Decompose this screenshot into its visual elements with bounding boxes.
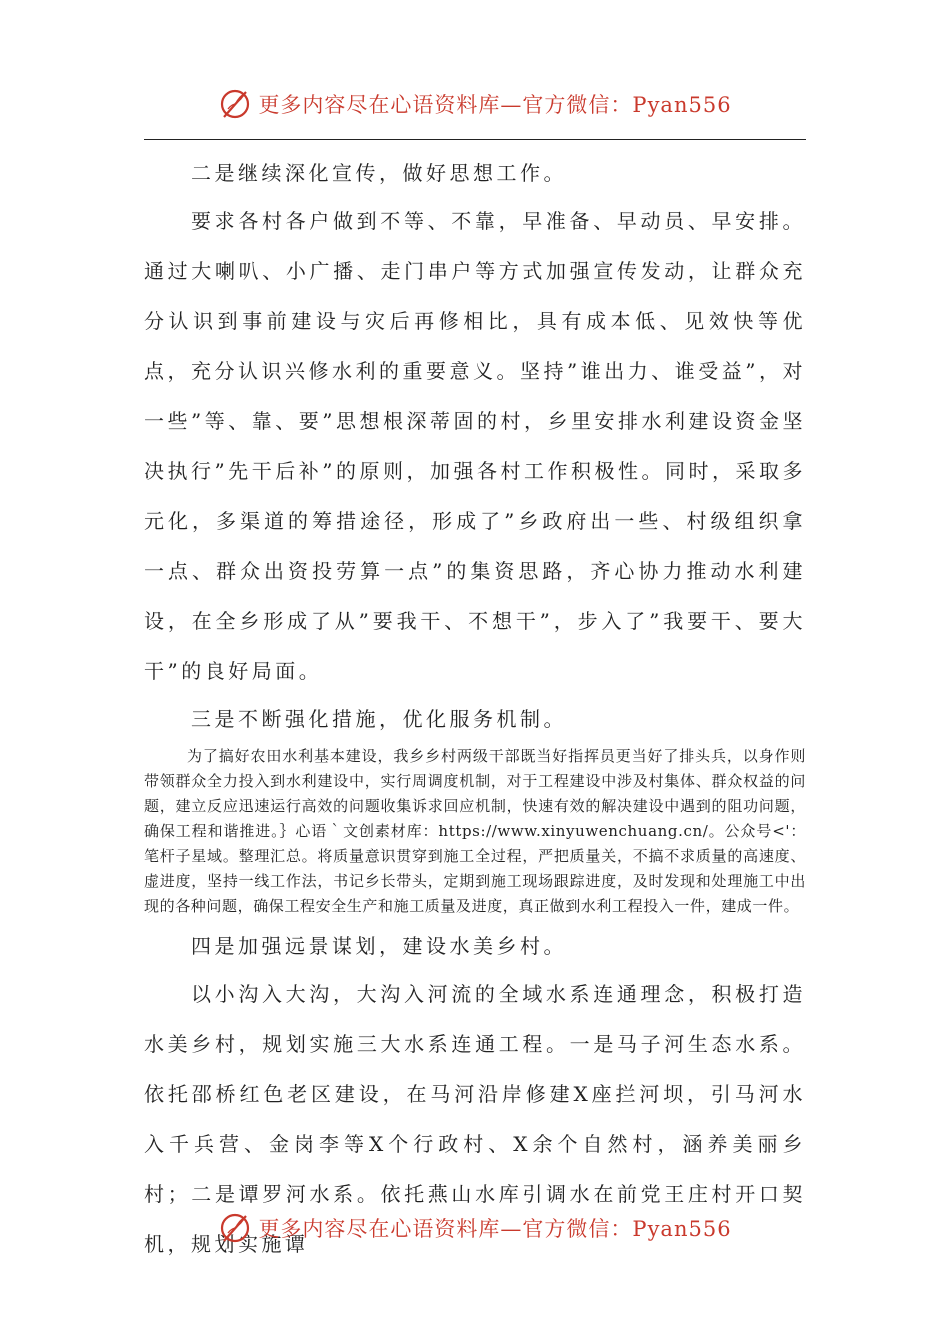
header-divider — [144, 139, 806, 140]
quill-logo-icon — [218, 87, 252, 121]
body-paragraph: 以小沟入大沟，大沟入河流的全域水系连通理念，积极打造水美乡村，规划实施三大水系连通工程。一是马子河生态水系。依托邵桥红色老区建设，在马河沿岸修建X座拦河坝，引马河水入千兵营、金岗李等X个行政村、X余个自然村，涵养美丽乡村；二是谭罗河水系。依托燕山水库引调水在前党王庄村开口契机，规划实施谭 — [144, 982, 806, 1256]
document-body — [144, 150, 806, 1269]
body-paragraph: 要求各村各户做到不等、不靠，早准备、早动员、早安排。通过大喇叭、小广播、走门串户等方式加强宣传发动，让群众充分认识到事前建设与灾后再修相比，具有成本低、见效快等优点，充分认识兴修水利的重要意义。坚持”谁出力、谁受益”，对一些”等、靠、要”思想根深蒂固的村，乡里安排水利建设资金坚决执行”先干后补”的原则，加强各村工作积极性。同时，采取多元化，多渠道的筹措途径，形成了”乡政府出一些、村级组织拿一点、群众出资投劳算一点”的集资思路，齐心协力推动水利建设，在全乡形成了从”要我干、不想干”，步入了”我要干、要大干”的良好局面。 — [144, 209, 806, 683]
body-paragraph-small: 为了搞好农田水利基本建设，我乡乡村两级干部既当好指挥员更当好了排头兵，以身作则带领群众全力投入到水利建设中，实行周调度机制，对于工程建设中涉及村集体、群众权益的问题，建立反应迅速运行高效的问题收集诉求回应机制，快速有效的解决建设中遇到的阻功问题，确保工程和谐推进。｝心语｀文创素材库：https://www.xinyuwenchuang.cn/。公众号<'：笔杆子星域。整理汇总。将质量意识贯穿到施工全过程，严把质量关，不搞不求质量的高速度、虚进度，坚持一线工作法，书记乡长带头，定期到施工现场跟踪进度，及时发现和处理施工中出现的各种问题，确保工程安全生产和施工质量及进度，真正做到水利工程投入一件，建成一件。 — [144, 747, 806, 915]
watermark-banner-bottom — [0, 1208, 950, 1248]
watermark-text: 更多内容尽在心语资料库—官方微信：Pyan556 — [258, 1217, 732, 1241]
section-heading-2: 二是继续深化宣传，做好思想工作。 — [191, 161, 567, 185]
section-heading-3: 三是不断强化措施，优化服务机制。 — [191, 707, 567, 731]
watermark-banner-top — [0, 84, 950, 124]
quill-logo-icon — [218, 1211, 252, 1245]
watermark-text: 更多内容尽在心语资料库—官方微信：Pyan556 — [258, 93, 732, 117]
section-heading-4: 四是加强远景谋划，建设水美乡村。 — [191, 934, 567, 958]
